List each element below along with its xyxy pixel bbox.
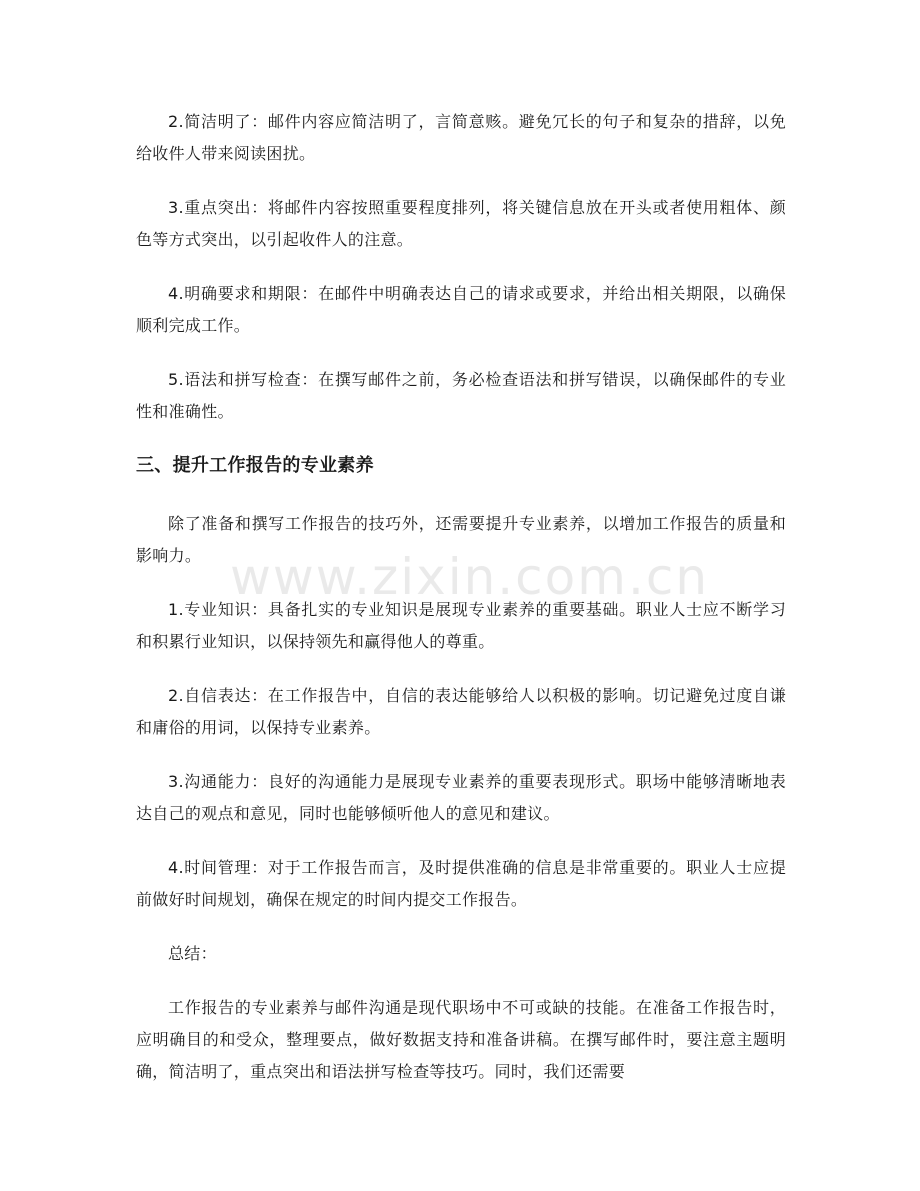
paragraph-intro: 除了准备和撰写工作报告的技巧外，还需要提升专业素养，以增加工作报告的质量和影响力。 bbox=[136, 514, 786, 565]
paragraph-communication: 3.沟通能力：良好的沟通能力是展现专业素养的重要表现形式。职场中能够清晰地表达自己的观点和意见，同时也能够倾听他人的意见和建议。 bbox=[136, 772, 786, 823]
paragraph-email-requirements: 4.明确要求和期限：在邮件中明确表达自己的请求或要求，并给出相关期限，以确保顺利完成工作。 bbox=[136, 284, 786, 335]
document-body bbox=[136, 106, 786, 1110]
paragraph-time-management: 4.时间管理：对于工作报告而言，及时提供准确的信息是非常重要的。职业人士应提前做好时间规划，确保在规定的时间内提交工作报告。 bbox=[136, 858, 786, 909]
paragraph-summary: 工作报告的专业素养与邮件沟通是现代职场中不可或缺的技能。在准备工作报告时，应明确目的和受众，整理要点，做好数据支持和准备讲稿。在撰写邮件时，要注意主题明确，简洁明了，重点突出和语法拼写检查等技巧。同时，我们还需要 bbox=[136, 998, 786, 1081]
section-title: 三、提升工作报告的专业素养 bbox=[136, 455, 374, 476]
paragraph-email-highlight: 3.重点突出：将邮件内容按照重要程度排列，将关键信息放在开头或者使用粗体、颜色等方式突出，以引起收件人的注意。 bbox=[136, 198, 786, 249]
watermark: www.zixin.com.cn bbox=[230, 548, 710, 606]
paragraph-knowledge: 1.专业知识：具备扎实的专业知识是展现专业素养的重要基础。职业人士应不断学习和积累行业知识，以保持领先和赢得他人的尊重。 bbox=[136, 600, 786, 651]
paragraph-email-grammar: 5.语法和拼写检查：在撰写邮件之前，务必检查语法和拼写错误，以确保邮件的专业性和准确性。 bbox=[136, 370, 786, 421]
paragraph-email-concise: 2.简洁明了：邮件内容应简洁明了，言简意赅。避免冗长的句子和复杂的措辞，以免给收件人带来阅读困扰。 bbox=[136, 112, 786, 163]
paragraph-summary-label: 总结： bbox=[168, 944, 217, 963]
paragraph-confidence: 2.自信表达：在工作报告中，自信的表达能够给人以积极的影响。切记避免过度自谦和庸俗的用词，以保持专业素养。 bbox=[136, 686, 786, 737]
